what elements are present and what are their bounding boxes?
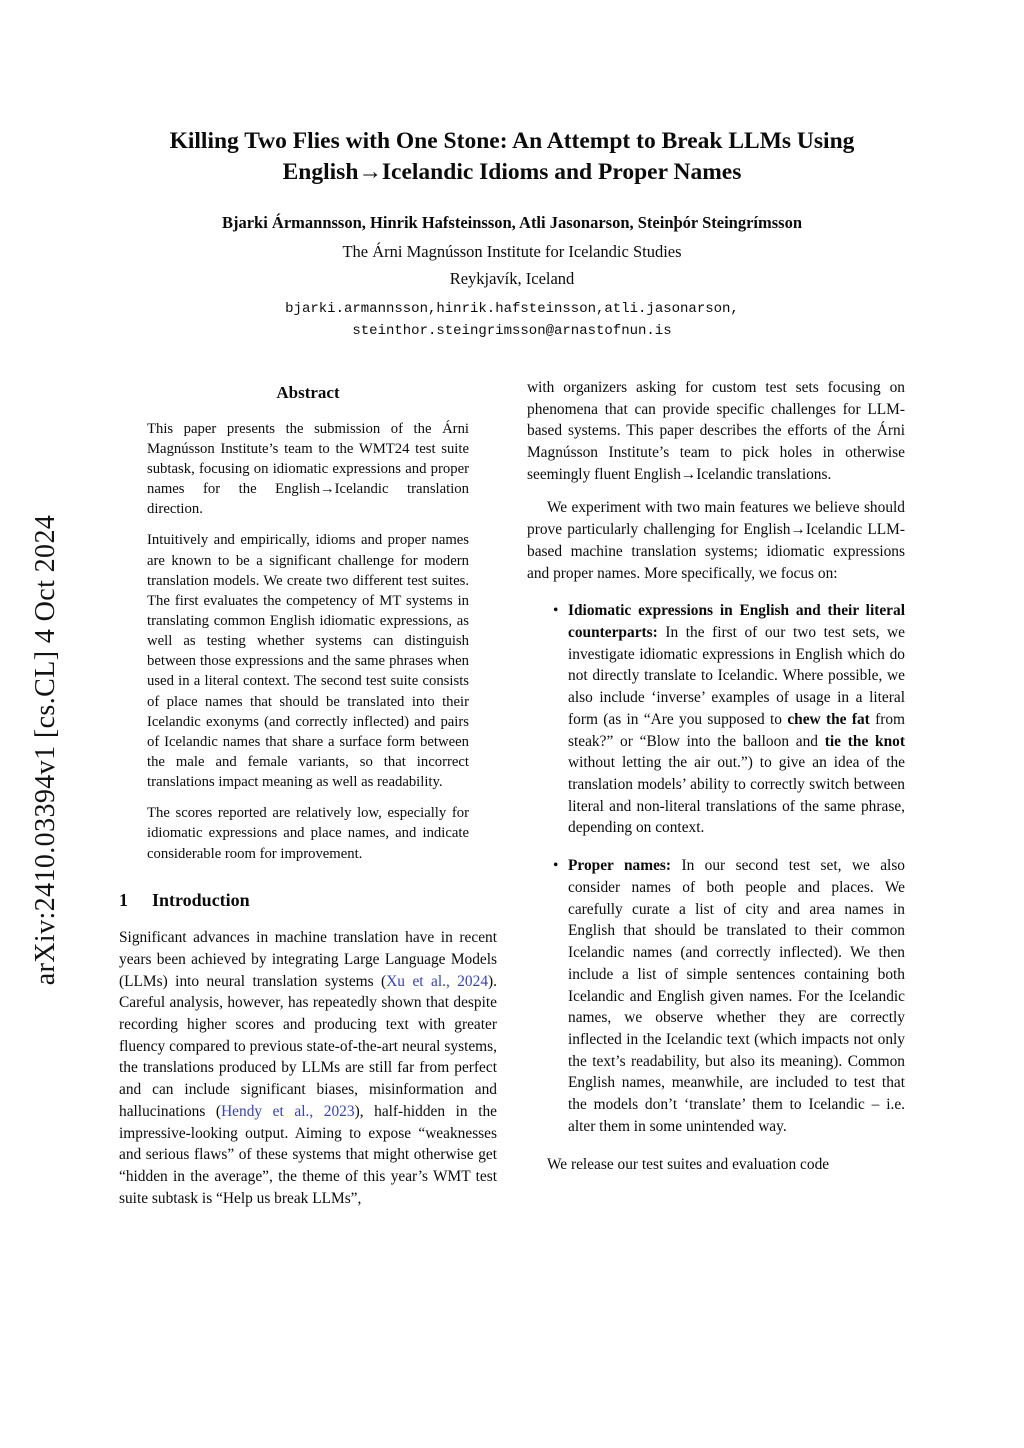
paper-authors: Bjarki Ármannsson, Hinrik Hafsteinsson, Atli Jasonarson, Steinþór Steingrímsson [221, 213, 803, 233]
paper-location: Reykjavík, Iceland [449, 269, 575, 289]
email-line2: steinthor.steingrimsson@arnastofnun.is [352, 323, 672, 340]
right-paragraph-2: We experiment with two main features we believe should prove particularly challenging for English→Icelandic LLM-based machine translation systems; idiomatic expressions and proper names. More specifically, we focus on: [527, 499, 905, 582]
section-title: Introduction [152, 889, 250, 910]
abstract-paragraph-3: The scores reported are relatively low, especially for idiomatic expressions and place names, and indicate considerable room for improvement. [147, 805, 469, 862]
text-segment: In our second test set, we also consider names of both people and places. We carefully curate a list of city and area names in English that should be translated to their common Icelandic names (and correctly inflected). We then include a list of simple sentences containing both Icelandic and English given names. For the Icelandic names, we observe whether they are correctly inflected in the Icelandic text (which impacts not only the text’s readability, but also its meaning). Common English names, meanwhile, are included to test that the models don’t ‘translate’ them to Icelandic – i.e. alter them in some unintended way. [568, 857, 906, 1135]
text-segment: ). Careful analysis, however, has repeatedly shown that despite recording higher scores and producing text with greater fluency compared to previous state-of-the-art neural systems, the translations produced by LLMs are still far from perfect and can include significant biases, misinformation and hallucinations ( [119, 972, 498, 1120]
section-heading-introduction [119, 888, 497, 913]
text-segment: ), half-hidden in the impressive-looking output. Aiming to expose “weaknesses and serious flaws” of these systems that might otherwise get “hidden in the average”, the theme of this year’s WMT test suite subtask is “Help us break LLMs”, [119, 1102, 498, 1207]
abstract-paragraph-1: This paper presents the submission of the Árni Magnússon Institute’s team to the WMT24 test suite subtask, focusing on idiomatic expressions and proper names for the English→Icelandic translation direction. [147, 420, 469, 518]
right-paragraph-3: We release our test suites and evaluation code [547, 1155, 830, 1173]
paper-title [132, 126, 892, 188]
arxiv-watermark: arXiv:2410.03394v1 [cs.CL] 4 Oct 2024 [30, 514, 61, 986]
bold-text-segment: Idiomatic expressions in English and their literal counterparts: [568, 602, 905, 641]
abstract-section [119, 381, 497, 864]
right-paragraph-1: with organizers asking for custom test sets focusing on phenomena that can provide specific challenges for LLM-based systems. This paper describes the efforts of the Árni Magnússon Institute’s team to pick holes in otherwise seemingly fluent English→Icelandic translations. [527, 378, 905, 483]
intro-paragraph-1 [119, 927, 497, 1209]
two-column-body [119, 377, 905, 1222]
column-right [527, 377, 905, 1222]
citation-link[interactable]: Xu et al., 2024 [386, 972, 489, 990]
bullet-idiomatic-expressions [553, 600, 905, 839]
bold-text-segment: tie the knot [824, 732, 905, 750]
citation-link[interactable]: Hendy et al., 2023 [221, 1102, 355, 1120]
abstract-heading: Abstract [276, 382, 340, 402]
feature-bullet-list [527, 600, 905, 1137]
bold-text-segment: chew the fat [787, 710, 870, 728]
bullet-proper-names [553, 855, 905, 1137]
paper-title-line1: Killing Two Flies with One Stone: An Attempt to Break LLMs Using [169, 128, 855, 154]
section-number: 1 [119, 889, 128, 910]
paper-emails [0, 298, 1024, 343]
paper-affiliation: The Árni Magnússon Institute for Icelandic Studies [342, 242, 682, 262]
bold-text-segment: Proper names: [568, 857, 672, 875]
paper-header [0, 0, 1024, 343]
paper-title-line2: English→Icelandic Idioms and Proper Names [282, 159, 742, 186]
text-segment: Significant advances in machine translation have in recent years been achieved by integrating Large Language Models (LLMs) into neural translation systems ( [119, 929, 497, 990]
text-segment: In the first of our two test sets, we investigate idiomatic expressions in English which do not directly translate to Icelandic. Where possible, we also include ‘inverse’ examples of usage in a literal form (as in “Are you supposed to [568, 624, 905, 728]
text-segment: without letting the air out.”) to give an idea of the translation models’ ability to correctly switch between literal and non-literal translations of the same phrase, depending on context. [568, 754, 905, 837]
abstract-paragraph-2: Intuitively and empirically, idioms and proper names are known to be a significant challenge for modern translation models. We create two different test suites. The first evaluates the competency of MT systems in translating common English idiomatic expressions, as well as testing whether systems can distinguish between those expressions and the same phrases when used in a literal context. The second test suite consists of place names that should be translated into their Icelandic exonyms (and correctly inflected) and pairs of Icelandic names that share a surface form between the male and female variants, so that incorrect translations impact meaning as well as readability. [147, 532, 469, 791]
email-line1: bjarki.armannsson,hinrik.hafsteinsson,atli.jasonarson, [285, 301, 739, 318]
text-segment: from steak?” or “Blow into the balloon and [568, 710, 906, 750]
column-left [119, 377, 497, 1222]
